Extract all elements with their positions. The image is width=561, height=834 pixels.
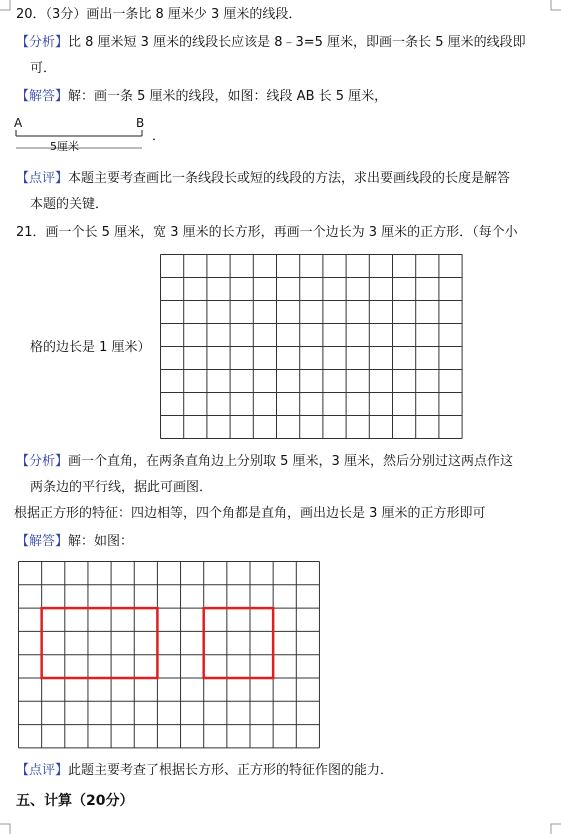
q21-analysis-square-rule: 根据正方形的特征：四边相等，四个角都是直角，画出边长是 3 厘米的正方形即可 — [14, 506, 486, 521]
segment-figure-end: ． — [152, 129, 166, 144]
q21-comment-line — [16, 762, 393, 780]
segment-length-label: 5厘米 — [50, 140, 79, 153]
segment-label-b: B — [136, 116, 145, 130]
empty-square-grid — [160, 254, 464, 439]
answer-square — [204, 608, 273, 678]
answer-rectangle — [42, 608, 158, 678]
q20-analysis-text: 比 8 厘米短 3 厘米的线段长应该是 8﹣3=5 厘米，即画一条长 5 厘米的线段即 — [68, 35, 526, 50]
q21-answer-text: 解：如图： — [68, 534, 134, 549]
corner-mark-bottom-right — [549, 822, 561, 834]
segment-ab-line — [16, 128, 146, 142]
segment-length-brace — [16, 146, 146, 158]
q21-answer-tag: 【解答】 — [16, 534, 69, 549]
q21-title: 21．画一个长 5 厘米，宽 3 厘米的长方形，再画一个边长为 3 厘米的正方形．（每个小 — [16, 225, 518, 240]
q21-answer-line — [16, 533, 133, 551]
corner-mark-top-right — [549, 0, 561, 12]
segment-label-a: A — [14, 116, 23, 130]
q21-analysis-tag: 【分析】 — [16, 454, 69, 469]
q20-answer-line — [16, 88, 387, 106]
q20-comment-text: 本题主要考查画比一条线段长或短的线段的方法，求出要画线段的长度是解答 — [68, 171, 511, 186]
q20-comment-line — [16, 170, 510, 188]
corner-mark-bottom-left — [0, 822, 12, 834]
q21-comment-tag: 【点评】 — [16, 763, 69, 778]
q20-analysis-cont: 可． — [30, 61, 57, 76]
q20-analysis-tag: 【分析】 — [16, 35, 69, 50]
q21-title-cont: 格的边长是 1 厘米） — [30, 340, 151, 355]
q21-analysis-line — [16, 453, 513, 471]
corner-mark-top-left — [0, 0, 12, 12]
q20-answer-tag: 【解答】 — [16, 89, 69, 104]
answer-square-grid — [18, 561, 320, 749]
section-heading-calculation: 五、计算（20分） — [16, 793, 134, 809]
q20-comment-tag: 【点评】 — [16, 171, 69, 186]
q21-comment-text: 此题主要考查了根据长方形、正方形的特征作图的能力． — [68, 763, 394, 778]
q20-comment-cont: 本题的关键． — [30, 197, 109, 212]
q20-answer-text: 解：画一条 5 厘米的线段，如图：线段 AB 长 5 厘米， — [68, 89, 388, 104]
q20-analysis-line — [16, 34, 526, 52]
q20-title: 20．（3分）画出一条比 8 厘米少 3 厘米的线段． — [16, 7, 302, 22]
q21-analysis-text: 画一个直角，在两条直角边上分别取 5 厘米，3 厘米，然后分别过这两点作这 — [68, 454, 513, 469]
q21-analysis-cont: 两条边的平行线，据此可画图． — [30, 480, 213, 495]
